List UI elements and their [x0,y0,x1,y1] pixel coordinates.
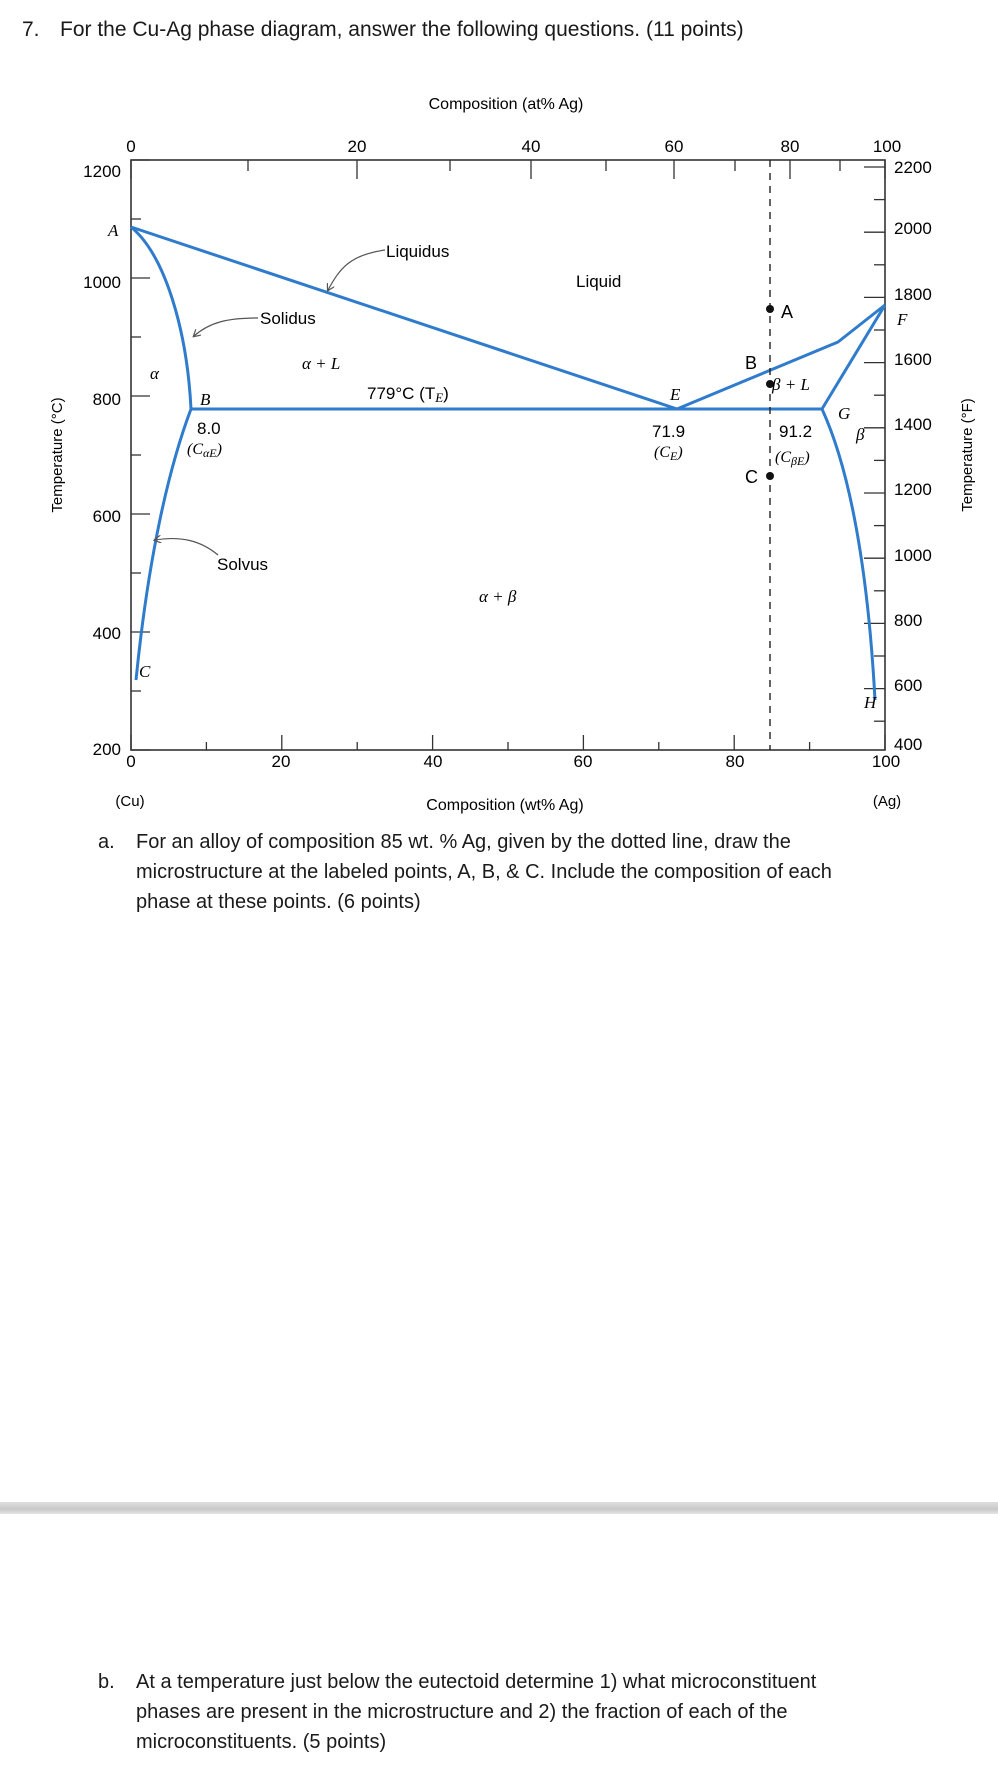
solvus-leader [155,539,218,555]
part-b-line: phases are present in the microstructure and 2) the fraction of each of the [136,1701,788,1723]
plot-frame [131,160,885,750]
part-a-line: phase at these points. (6 points) [136,891,421,913]
top-tick-labels [126,137,901,156]
liquidus-label: Liquidus [386,242,450,261]
top-tick-label: 40 [521,137,541,156]
solvus-curve-alpha [136,409,191,680]
point-c-label: C [745,467,758,487]
right-axis-title: Temperature (°F) [959,398,976,512]
point-letters [107,221,908,712]
letter-f: F [897,310,908,329]
left-tick-label: 1200 [83,162,121,181]
letter-h: H [864,693,877,712]
right-tick-label: 400 [894,735,923,754]
part-a-text [136,827,832,917]
right-tick-label: 2200 [894,158,932,177]
point-a-label: A [781,302,794,322]
c-beta-symbol: (CβE) [775,449,810,468]
c-alpha-symbol: (CαE) [187,441,222,460]
solvus-label: Solvus [217,555,269,574]
tick-marks [131,160,885,750]
left-tick-label: 400 [92,624,121,643]
right-tick-label: 1400 [894,415,932,434]
top-tick-label: 60 [664,137,684,156]
region-alpha-beta-label: α + β [479,587,517,606]
left-tick-label: 1000 [83,273,121,292]
point-c-marker [766,472,774,480]
part-b-letter: b. [98,1671,115,1693]
top-tick-label: 20 [347,137,367,156]
part-b-line: microconstituents. (5 points) [136,1731,387,1753]
solidus-label: Solidus [260,309,316,328]
region-alpha-l-label: α + L [302,354,341,373]
eutectic-temperature-label: 779°C (TE) [367,384,449,405]
letter-g: G [838,404,851,423]
left-tick-label: 600 [92,507,121,526]
letter-c: C [139,662,151,681]
part-a-line: For an alloy of composition 85 wt. % Ag, given by the dotted line, draw the [136,831,791,853]
region-liquid-label: Liquid [576,272,622,291]
right-tick-label: 1200 [894,480,932,499]
part-b-line: At a temperature just below the eutectoid determine 1) what microconstituent [136,1671,817,1693]
bottom-tick-label: 20 [271,752,291,771]
top-tick-label: 0 [126,137,136,156]
right-tick-label: 2000 [894,219,932,238]
right-tick-label: 800 [894,611,923,630]
point-a-marker [766,305,774,313]
letter-e: E [670,385,681,404]
right-tick-label: 1800 [894,285,932,304]
right-tick-label: 1000 [894,546,932,565]
question-text: For the Cu-Ag phase diagram, answer the following questions. (11 points) [60,18,744,41]
left-tick-label: 200 [92,740,121,759]
letter-a: A [108,221,119,240]
c-alpha-value: 8.0 [197,419,221,438]
bottom-axis-title: Composition (wt% Ag) [426,797,584,814]
right-tick-label: 1600 [894,350,932,369]
part-a [98,827,968,922]
solvus-curve-beta [822,409,875,700]
top-tick-label: 100 [872,137,902,156]
part-b-text [136,1667,816,1757]
left-tick-labels [83,162,121,759]
end-label-ag: (Ag) [872,793,902,810]
bottom-tick-label: 80 [725,752,745,771]
phase-boundaries [131,227,885,700]
left-axis-title: Temperature (°C) [49,397,66,513]
point-b-label: B [745,353,758,373]
page-divider [0,1502,998,1514]
region-beta-label: β [856,425,865,444]
letter-b: B [200,390,211,409]
cu-ag-phase-diagram [0,0,998,820]
region-beta-l-label: β + L [772,375,810,394]
c-beta-value: 91.2 [779,422,813,441]
bottom-tick-labels [126,752,900,771]
liquidus-leader [328,250,385,290]
solidus-curve-alpha [131,227,191,409]
part-b [98,1667,968,1762]
bottom-tick-label: 100 [871,752,901,771]
right-tick-label: 600 [894,676,923,695]
bottom-tick-label: 40 [423,752,443,771]
solidus-curve-beta [822,305,885,409]
question-number: 7. [22,18,40,41]
part-a-letter: a. [98,831,115,853]
bottom-tick-label: 60 [573,752,593,771]
part-a-line: microstructure at the labeled points, A, B, & C. Include the composition of each [136,861,832,883]
c-e-value: 71.9 [652,422,686,441]
left-tick-label: 800 [92,390,121,409]
region-alpha-label: α [150,364,159,383]
right-tick-labels [894,158,932,754]
solidus-leader [194,318,258,336]
end-label-cu: (Cu) [115,793,145,810]
top-tick-label: 80 [780,137,800,156]
c-e-symbol: (CE) [654,444,683,463]
top-axis-title: Composition (at% Ag) [428,96,584,113]
bottom-tick-label: 0 [126,752,136,771]
